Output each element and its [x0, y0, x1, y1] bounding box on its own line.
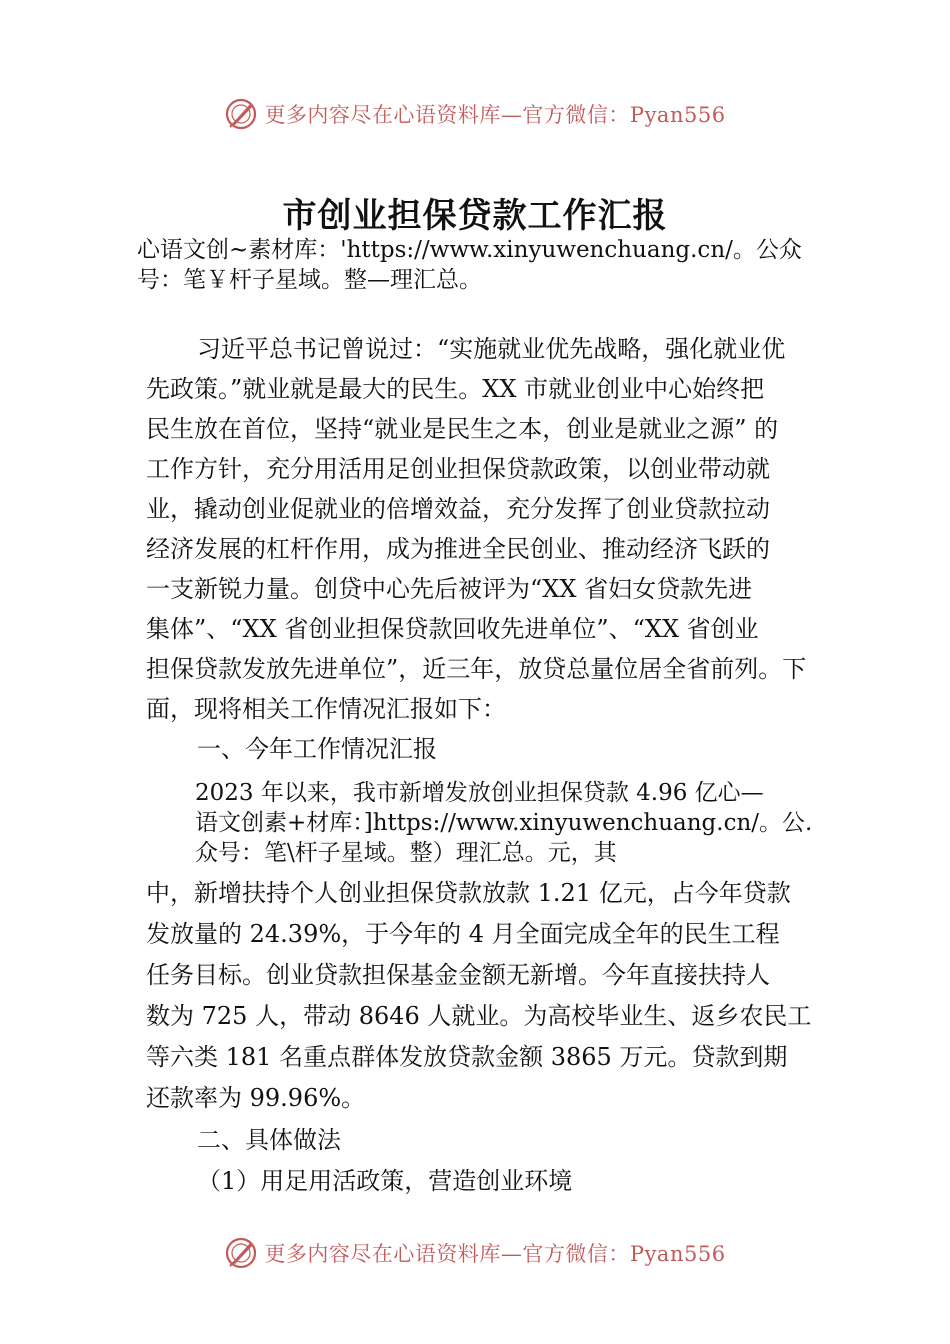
mixed-line-1: 2023 年以来，我市新增发放创业担保贷款 4.96 亿心— — [195, 780, 764, 806]
body-line-6: 还款率为 99.96%。 — [146, 1084, 366, 1112]
body-line-3: 任务目标。创业贷款担保基金金额无新增。今年直接扶持人 — [146, 961, 770, 989]
intro-line-1: 习近平总书记曾说过：“实施就业优先战略，强化就业优 — [197, 335, 786, 363]
intro-line-10: 面，现将相关工作情况汇报如下： — [146, 695, 506, 723]
intro-line-7: 一支新锐力量。创贷中心先后被评为“XX 省妇女贷款先进 — [146, 575, 753, 603]
intro-line-3: 民生放在首位，坚持“就业是民生之本，创业是就业之源” 的 — [146, 415, 779, 443]
intro-line-2: 先政策。”就业就是最大的民生。XX 市就业创业中心始终把 — [146, 375, 765, 403]
intro-line-5: 业，撬动创业促就业的倍增效益，充分发挥了创业贷款拉动 — [146, 495, 770, 523]
source-note-line-1: 心语文创~素材库：'https://www.xinyuwenchuang.cn/。公众 — [137, 237, 802, 263]
quill-seal-icon — [224, 97, 258, 131]
intro-line-9: 担保贷款发放先进单位”，近三年，放贷总量位居全省前列。下 — [146, 655, 807, 683]
section-heading-2: 二、具体做法 — [197, 1126, 341, 1154]
watermark-banner-top — [0, 94, 950, 134]
watermark-text-bottom: 更多内容尽在心语资料库—官方微信：Pyan556 — [264, 1242, 726, 1266]
subsection-heading-1: （1）用足用活政策，营造创业环境 — [197, 1167, 573, 1195]
body-line-5: 等六类 181 名重点群体发放贷款金额 3865 万元。贷款到期 — [146, 1043, 788, 1071]
mixed-line-2: 语文创素+材库：]https://www.xinyuwenchuang.cn/。公. — [195, 810, 813, 836]
document-title: 市创业担保贷款工作汇报 — [282, 196, 668, 236]
intro-line-4: 工作方针，充分用活用足创业担保贷款政策，以创业带动就 — [146, 455, 770, 483]
watermark-text-top: 更多内容尽在心语资料库—官方微信：Pyan556 — [264, 103, 726, 127]
body-line-2: 发放量的 24.39%，于今年的 4 月全面完成全年的民生工程 — [146, 920, 780, 948]
section-heading-1: 一、今年工作情况汇报 — [197, 735, 437, 763]
intro-line-6: 经济发展的杠杆作用，成为推进全民创业、推动经济飞跃的 — [146, 535, 770, 563]
intro-line-8: 集体”、“XX 省创业担保贷款回收先进单位”、“XX 省创业 — [146, 615, 759, 643]
mixed-line-3: 众号：笔\杆子星域。整）理汇总。元，其 — [195, 840, 617, 866]
quill-seal-icon — [224, 1236, 258, 1270]
body-line-4: 数为 725 人，带动 8646 人就业。为高校毕业生、返乡农民工 — [146, 1002, 812, 1030]
watermark-banner-bottom — [0, 1233, 950, 1273]
source-note-line-2: 号：笔￥杆子星域。整—理汇总。 — [137, 267, 482, 293]
body-line-1: 中，新增扶持个人创业担保贷款放款 1.21 亿元，占今年贷款 — [146, 879, 791, 907]
